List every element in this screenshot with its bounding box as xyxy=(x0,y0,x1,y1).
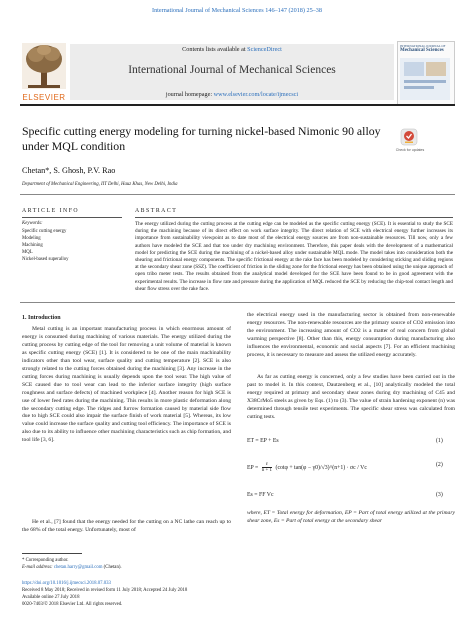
homepage-line: journal homepage: www.elsevier.com/locate/ijmecsci xyxy=(165,91,299,98)
available-date: Available online 27 July 2018 xyxy=(22,595,80,600)
contents-line: Contents lists available at ScienceDirect xyxy=(182,46,282,53)
cover-title: INTERNATIONAL JOURNAL OF Mechanical Sciences xyxy=(400,44,446,53)
copyright: 0020-7403/© 2018 Elsevier Ltd. All rights reserved. xyxy=(22,602,123,607)
abstract-rule xyxy=(135,217,453,218)
corresponding-author: * Corresponding author. xyxy=(22,558,69,563)
footnote-rule xyxy=(22,553,82,554)
where-clause: where, ET = Total energy for deformation, EP = Part of total energy utilized at the primary shear zone, Es = Part of total energy at the secondary shear xyxy=(247,510,455,524)
cover-image xyxy=(400,58,450,100)
intro-paragraph: Metal cutting is an important manufacturing process in which enormous amount of energy is consumed during machining of various materials. The energy utilized during the cutting process by cutting edge of the tool for removing a unit volume of material is known as specific cutting energy (SCE) [1]. It is considered to be one of the main machinability indicators other than tool wear, surface quality and cutting temperature [2]. SCE is also strongly related to the cutting forces obtained during the machining [3]. Any increase in the cutting forces during machining is usually depends upon the tool wear. The high value of SCE caused due to tool wear can lead to the inferior surface integrity (high surface roughness and surface defects) of machined workpiece [4]. Another reason for high SCE is use of lower feed rates during the machining. This results in more plastic deformation along the secondary cutting edge. The ridges and furrow formation caused by material side flow due to high SCE could also impair the surface finish of work material [5]. Whereas, its low value could increase the surface quality and cutting tool efficiency. The importance of SCE is also due to its ability to influence other machining characteristics such as chip formation, and tool life [3, 6]. xyxy=(22,326,231,444)
doi-link[interactable]: https://doi.org/10.1016/j.ijmecsci.2018.07.033 xyxy=(22,581,111,586)
body-paragraph: As far as cutting energy is concerned, only a few studies have been carried out in the past to model it. In this context, Dautzenberg et al., [10] analytically modeled the total energy required at primary and secondary shear zones during dry machining of C45 and X38CrMo5 steels as given by Eqs. (1) to (3). The value of strain hardening exponent (n) was determined through tensile test experiments. The specific shear stress was calculated from cutting tests. xyxy=(247,374,455,420)
body-paragraph: the electrical energy used in the manufacturing sector is obtained from non-renewable energy resources. The non-renewable resources are the primary source of CO2 emission into the environment. The increasing amount of CO2 is a matter of real concern from global warming perspective [8]. Other than this, energy consumption during manufacturing also influences the environmental, economic and social aspects [7]. For an efficient machining process, it is necessary to measure and assess the utilized energy accurately. xyxy=(247,312,455,358)
keyword: Nickel-based superalloy xyxy=(22,257,69,262)
crossmark-icon[interactable] xyxy=(400,128,418,146)
authors: Chetan*, S. Ghosh, P.V. Rao xyxy=(22,166,116,175)
received-dates: Received 8 May 2018; Received in revised form 11 July 2018; Accepted 24 July 2018 xyxy=(22,588,188,593)
article-info-rule xyxy=(22,217,122,218)
equation-number: (2) xyxy=(436,462,443,468)
authors-divider xyxy=(20,194,455,195)
keyword: Modeling xyxy=(22,236,41,241)
crossmark-label: Check for updates xyxy=(395,148,425,152)
article-title: Specific cutting energy modeling for turning nickel-based Nimonic 90 alloy under MQL condition xyxy=(22,124,381,153)
equation-3: Es = FF Vc xyxy=(247,492,274,498)
affiliation: Department of Mechanical Engineering, IIT Delhi, Hauz Khas, New Delhi, India xyxy=(22,182,178,187)
elsevier-wordmark: ELSEVIER xyxy=(22,93,66,102)
keyword: Machining xyxy=(22,243,43,248)
equation-number: (1) xyxy=(436,438,443,444)
abstract-text: The energy utilized during the cutting process at the cutting edge can be modeled as the specific cutting energy (SCE). It is essential to study the SCE during the machining because of its direct effect on work surface integrity. The direct relation of SCE with electrical energy further increases its importance from sustainability viewpoint as to date most of the electrical energy sources are from non-sustainable resources. Till now, only a few authors have modeled the SCE and that too under dry machining environment. Therefore, this paper deals with the development of a mathematical model for predicting the SCE during the machining of a nickel-based alloy under sustainable MQL mode. The model takes into consideration both the shearing and frictional energy components. The specific frictional energy at the rake face has been modeled by considering sticking and sliding regions at the secondary shear zone (SSZ). The coefficient of friction in the sliding zone for the frictional energy has been obtained using the unique approach of open tribo meter tests. The results obtained from the analytical model developed for the SCE have been found to be in good agreement with the experimental results. The increase in flow rate and pressure during the application of MQL reduced the SCE by reducing the chip-tool contact length and shear flow stress over the rake face. xyxy=(135,221,453,292)
keyword: MQL xyxy=(22,250,33,255)
keywords-label: Keywords: xyxy=(22,221,43,226)
abstract-heading: ABSTRACT xyxy=(135,208,178,214)
header-divider xyxy=(20,104,455,106)
abstract-divider xyxy=(20,302,455,303)
equation-2: EP = $\frac{\varepsilon}{n + 1}$ (cotφ + tan(φ − γ0)/√3)^(n+1) · σc / Vc xyxy=(247,462,367,473)
article-info-heading: ARTICLE INFO xyxy=(22,208,80,214)
equation-number: (3) xyxy=(436,492,443,498)
journal-citation[interactable]: International Journal of Mechanical Sciences 146–147 (2018) 25–38 xyxy=(152,7,322,14)
email-link[interactable]: chetan.harry@gmail.com xyxy=(53,565,103,570)
section-heading: 1. Introduction xyxy=(22,315,61,321)
intro-paragraph: He et al., [7] found that the energy needed for the cutting on a NC lathe can reach up to the 68% of the total energy. Unfortunately, most of xyxy=(22,519,231,533)
equation-1: ET = EP + Es xyxy=(247,438,279,444)
sciencedirect-link[interactable]: ScienceDirect xyxy=(247,46,282,53)
keyword: Specific cutting energy xyxy=(22,229,67,234)
journal-name: International Journal of Mechanical Sciences xyxy=(128,64,336,76)
email-line: E-mail address: chetan.harry@gmail.com (Chetan). xyxy=(22,565,122,570)
homepage-link[interactable]: www.elsevier.com/locate/ijmecsci xyxy=(213,91,299,98)
